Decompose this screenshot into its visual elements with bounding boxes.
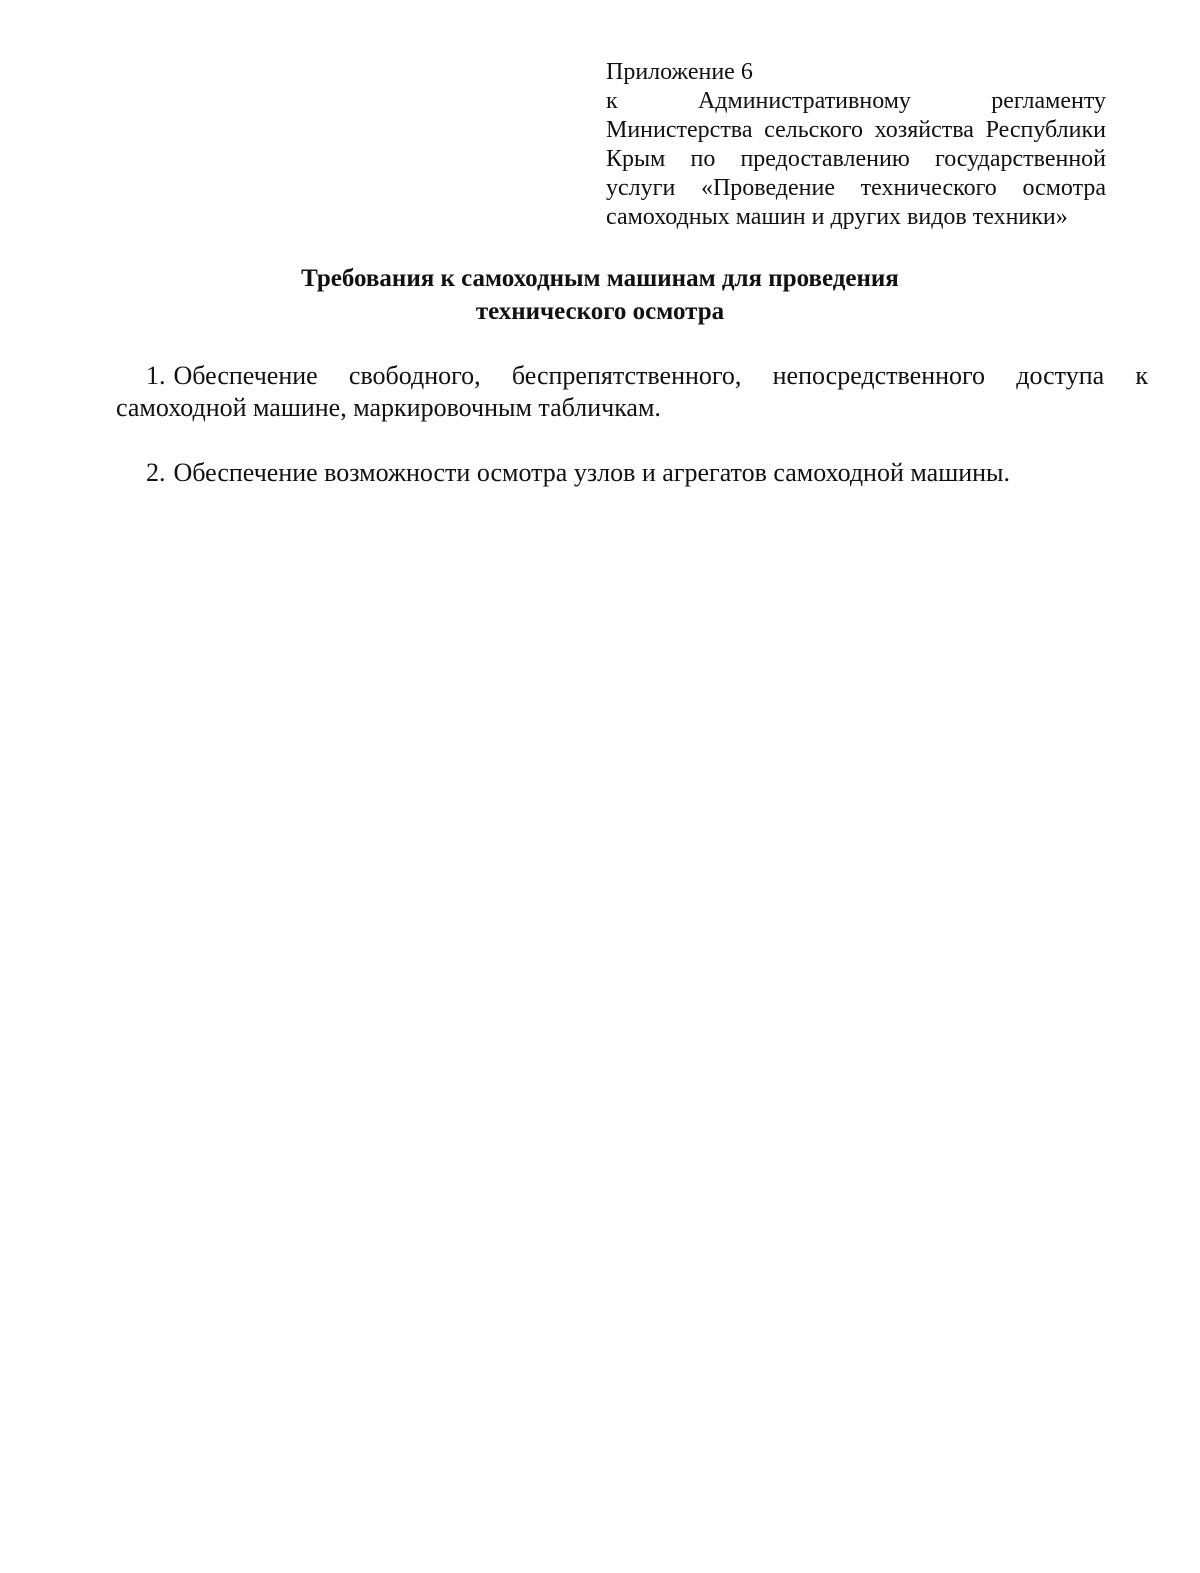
list-item bbox=[116, 457, 1148, 489]
annex-title: Приложение 6 bbox=[606, 59, 753, 85]
list-item-text: Обеспечение возможности осмотра узлов и агрегатов самоходной машины. bbox=[173, 458, 1011, 487]
document-title-line-2: технического осмотра bbox=[475, 298, 725, 325]
document-title-line-1: Требования к самоходным машинам для проведения bbox=[301, 265, 899, 292]
list-item-number: 2. bbox=[146, 458, 166, 487]
annex-header bbox=[606, 58, 1106, 232]
list-item bbox=[116, 360, 1148, 424]
requirements-list bbox=[116, 360, 1148, 522]
document-title bbox=[160, 262, 1040, 328]
list-item-text: Обеспечение свободного, беспрепятственного, непосредственного доступа к самоходной машине, маркировочным табличкам. bbox=[116, 361, 1148, 422]
annex-reference: к Административному регламенту Министерства сельского хозяйства Республики Крым по предоставлению государственной услуги «Проведение технического осмотра самоходных машин и других видов техники» bbox=[606, 88, 1106, 230]
list-item-number: 1. bbox=[146, 361, 166, 390]
